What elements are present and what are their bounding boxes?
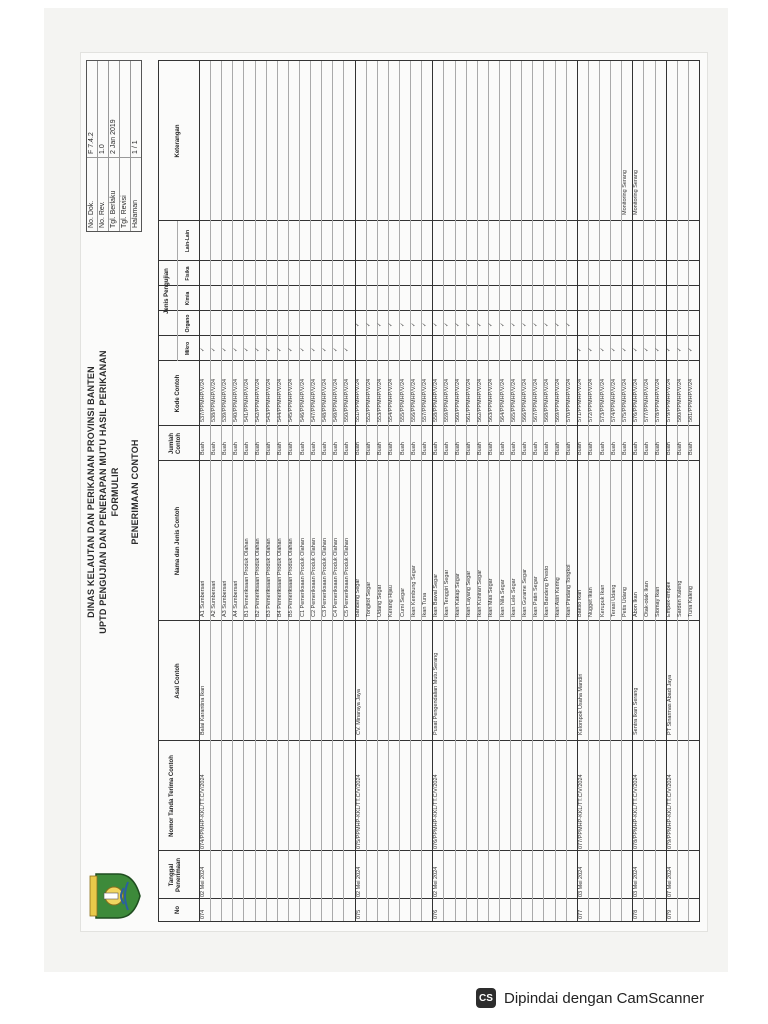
column-divider xyxy=(159,898,699,899)
sample-qty: Buah xyxy=(366,442,373,455)
test-check: ✓ xyxy=(688,347,695,352)
row-divider xyxy=(655,61,656,921)
subcolumn-header: Mikro xyxy=(185,341,191,356)
row-divider xyxy=(243,61,244,921)
test-check: ✓ xyxy=(221,347,228,352)
row-divider xyxy=(332,61,333,921)
row-divider xyxy=(299,61,300,921)
sample-qty: Buah xyxy=(555,442,562,455)
group-origin: Kelompok Usaha Mandiri xyxy=(577,673,584,735)
sample-qty: Buah xyxy=(566,442,573,455)
subcolumn-header: Kimia xyxy=(185,291,191,306)
row-divider xyxy=(388,61,389,921)
sample-name: C4 Pemeriksaan Produk Olahan xyxy=(332,538,339,617)
sample-code: 556/PPMHP/V/24 xyxy=(410,378,417,422)
group-origin: Pusat Pengendalian Mutu Serang xyxy=(433,652,440,735)
group-receipt: 076/PPMHP-KKL/TT.C/V/2024 xyxy=(433,774,440,849)
test-check: ✓ xyxy=(255,347,262,352)
doc-control-value: 2 Jan 2019 xyxy=(110,119,117,154)
sample-code: 570/PPMHP/V/24 xyxy=(566,378,573,422)
sample-name: Petis Udang xyxy=(621,587,628,617)
column-divider xyxy=(159,850,699,851)
group-no: 079 xyxy=(666,909,673,919)
sample-qty: Buah xyxy=(432,442,439,455)
test-check: ✓ xyxy=(310,347,317,352)
sample-name: B2 Pemeriksaan Produk Olahan xyxy=(255,538,262,617)
column-divider xyxy=(159,360,699,361)
column-divider xyxy=(159,740,699,741)
row-divider xyxy=(343,61,344,921)
doc-control-row xyxy=(98,61,109,231)
sample-qty: Buah xyxy=(388,442,395,455)
sample-name: Ikan Gurame Segar xyxy=(521,569,528,617)
sample-code: 568/PPMHP/V/24 xyxy=(543,378,550,422)
test-check: ✓ xyxy=(588,347,595,352)
doc-control-value: 1 / 1 xyxy=(132,140,139,154)
sample-code: 540/PPMHP/V/24 xyxy=(232,378,239,422)
sample-code: 553/PPMHP/V/24 xyxy=(377,378,384,422)
test-check: ✓ xyxy=(232,347,239,352)
sample-code: 569/PPMHP/V/24 xyxy=(555,378,562,422)
row-divider xyxy=(488,61,489,921)
sample-code: 551/PPMHP/V/24 xyxy=(355,378,362,422)
sample-name: C1 Pemeriksaan Produk Olahan xyxy=(299,538,306,617)
sample-name: Ikan Kembung Segar xyxy=(410,565,417,617)
sample-name: Tuna Kaleng xyxy=(688,586,695,617)
column-header: Nomor Tanda Terima Contoh xyxy=(169,755,175,837)
test-check: ✓ xyxy=(632,347,639,352)
test-check: ✓ xyxy=(377,322,384,327)
sample-qty: Buah xyxy=(277,442,284,455)
test-check: ✓ xyxy=(477,322,484,327)
form-title: PENERIMAAN CONTOH xyxy=(130,439,140,545)
row-divider xyxy=(532,61,533,921)
sample-code: 563/PPMHP/V/24 xyxy=(488,378,495,422)
sample-name: Udang Segar xyxy=(377,584,384,617)
group-receipt: 077/PPMHP-KKL/TT.C/V/2024 xyxy=(577,774,584,849)
sample-name: Terasi Udang xyxy=(610,584,617,617)
group-origin: Sentra Ikan Serang xyxy=(633,687,640,735)
sample-code: 565/PPMHP/V/24 xyxy=(510,378,517,422)
doc-control-key: Halaman xyxy=(131,157,141,231)
sample-code: 552/PPMHP/V/24 xyxy=(366,378,373,422)
column-divider xyxy=(159,260,699,261)
test-check: ✓ xyxy=(366,322,373,327)
doc-control-row xyxy=(120,61,131,231)
sample-code: 580/PPMHP/V/24 xyxy=(677,378,684,422)
sample-qty: Buah xyxy=(621,442,628,455)
doc-control-key: Tgl. Revisi xyxy=(120,157,130,231)
sample-name: Sarden Kaleng xyxy=(677,580,684,617)
sample-code: 545/PPMHP/V/24 xyxy=(288,378,295,422)
row-divider xyxy=(255,61,256,921)
column-header: Jumlah Contoh xyxy=(169,433,182,455)
sample-qty: Buah xyxy=(232,442,239,455)
sample-name: B5 Pemeriksaan Produk Olahan xyxy=(288,538,295,617)
test-check: ✓ xyxy=(610,347,617,352)
test-check: ✓ xyxy=(210,347,217,352)
row-divider xyxy=(566,61,567,921)
test-check: ✓ xyxy=(566,322,573,327)
sample-code: 564/PPMHP/V/24 xyxy=(499,378,506,422)
sample-code: 546/PPMHP/V/24 xyxy=(299,378,306,422)
row-divider xyxy=(443,61,444,921)
sample-code: 562/PPMHP/V/24 xyxy=(477,378,484,422)
column-divider xyxy=(159,335,699,336)
sample-code: 549/PPMHP/V/24 xyxy=(332,378,339,422)
sample-qty: Buah xyxy=(588,442,595,455)
sample-qty: Buah xyxy=(299,442,306,455)
sample-code: 550/PPMHP/V/24 xyxy=(343,378,350,422)
sample-name: Otak-otak Ikan xyxy=(643,581,650,617)
sample-name: Ikan Asin Kering xyxy=(555,577,562,617)
row-divider xyxy=(521,61,522,921)
test-check: ✓ xyxy=(199,347,206,352)
column-header: Asal Contoh xyxy=(175,663,181,699)
camscanner-watermark xyxy=(476,982,756,1014)
sample-name: A1 Sumbersari xyxy=(199,580,206,617)
sample-name: Abon Ikan xyxy=(632,592,639,617)
sample-qty: Buah xyxy=(410,442,417,455)
group-no: 074 xyxy=(200,909,206,919)
test-check: ✓ xyxy=(543,322,550,327)
row-note: Monitoring Serang xyxy=(621,170,628,215)
sample-qty: Buah xyxy=(266,442,273,455)
sample-code: 544/PPMHP/V/24 xyxy=(277,378,284,422)
test-check: ✓ xyxy=(388,322,395,327)
test-check: ✓ xyxy=(466,322,473,327)
sample-name: B4 Pemeriksaan Produk Olahan xyxy=(277,538,284,617)
group-date: 07 Mei 2024 xyxy=(666,866,673,897)
sample-qty: Buah xyxy=(577,442,584,455)
group-receipt: 074/PPMHP-KKL/TT.C/V/2024 xyxy=(200,774,206,849)
sample-code: 571/PPMHP/V/24 xyxy=(577,378,584,422)
sample-name: C3 Pemeriksaan Produk Olahan xyxy=(321,538,328,617)
doc-control-value: F 7.4.2 xyxy=(88,132,95,154)
column-header: Tanggal Penerimaan xyxy=(169,857,182,893)
test-check: ✓ xyxy=(643,347,650,352)
row-divider xyxy=(588,61,589,921)
sample-qty: Buah xyxy=(466,442,473,455)
sample-name: Ikan Layang Segar xyxy=(466,570,473,617)
doc-control-value: 1.0 xyxy=(99,144,106,154)
sample-name: B3 Pemeriksaan Produk Olahan xyxy=(266,538,273,617)
sample-code: 579/PPMHP/V/24 xyxy=(666,378,673,422)
sample-code: 538/PPMHP/V/24 xyxy=(210,378,217,422)
sample-name: A2 Sumbersari xyxy=(210,580,217,617)
sample-qty: Buah xyxy=(455,442,462,455)
sample-name: C5 Pemeriksaan Produk Olahan xyxy=(343,538,350,617)
test-check: ✓ xyxy=(299,347,306,352)
test-check: ✓ xyxy=(399,322,406,327)
doc-control-key: Tgl. Berlaku xyxy=(109,157,119,231)
sample-name: B1 Pemeriksaan Produk Olahan xyxy=(243,538,250,617)
sample-code: 537/PPMHP/V/24 xyxy=(199,378,206,422)
group-origin: PT Sinarmas Abadi Jaya xyxy=(666,674,673,735)
sample-name: Bandeng Segar xyxy=(355,578,362,617)
row-divider xyxy=(232,61,233,921)
sample-code: 574/PPMHP/V/24 xyxy=(610,378,617,422)
row-divider xyxy=(610,61,611,921)
test-check: ✓ xyxy=(277,347,284,352)
sample-code: 578/PPMHP/V/24 xyxy=(655,378,662,422)
test-check: ✓ xyxy=(455,322,462,327)
test-check: ✓ xyxy=(410,322,417,327)
sample-qty: Buah xyxy=(399,442,406,455)
sample-qty: Buah xyxy=(221,442,228,455)
row-divider xyxy=(221,61,222,921)
sample-qty: Buah xyxy=(443,442,450,455)
sample-name: Ikan Tenggiri Segar xyxy=(443,569,450,617)
agency-title: DINAS KELAUTAN DAN PERIKANAN PROVINSI BANTEN xyxy=(86,366,96,618)
group-date: 02 Mei 2024 xyxy=(200,866,206,897)
test-check: ✓ xyxy=(555,322,562,327)
sample-qty: Buah xyxy=(488,442,495,455)
banten-emblem-icon xyxy=(88,868,142,924)
doc-control-key: No. Rev. xyxy=(98,157,108,231)
sample-receipt-table xyxy=(158,60,700,922)
sample-name: Nugget Ikan xyxy=(588,587,595,617)
sample-code: 581/PPMHP/V/24 xyxy=(688,378,695,422)
sample-qty: Buah xyxy=(666,442,673,455)
group-no: 076 xyxy=(433,909,440,919)
group-date: 03 Mei 2024 xyxy=(577,866,584,897)
column-header: Kode Contoh xyxy=(175,374,181,413)
row-divider xyxy=(677,61,678,921)
sample-name: Ikan Kuniran Segar xyxy=(477,569,484,617)
test-check: ✓ xyxy=(266,347,273,352)
sample-code: 575/PPMHP/V/24 xyxy=(621,378,628,422)
sample-qty: Buah xyxy=(532,442,539,455)
row-divider xyxy=(643,61,644,921)
sample-code: 558/PPMHP/V/24 xyxy=(432,378,439,422)
group-date: 03 Mei 2024 xyxy=(633,866,640,897)
sample-qty: Buah xyxy=(243,442,250,455)
sample-name: Ikan Mas Segar xyxy=(488,578,495,617)
test-check: ✓ xyxy=(577,347,584,352)
scanned-page xyxy=(44,8,728,972)
sample-qty: Buah xyxy=(643,442,650,455)
group-date: 02 Mei 2024 xyxy=(433,866,440,897)
test-check: ✓ xyxy=(432,322,439,327)
sample-name: Siomay Ikan xyxy=(655,586,662,617)
sample-code: 555/PPMHP/V/24 xyxy=(399,378,406,422)
sample-code: 542/PPMHP/V/24 xyxy=(255,378,262,422)
sample-code: 577/PPMHP/V/24 xyxy=(643,378,650,422)
sample-qty: Buah xyxy=(288,442,295,455)
form-label: FORMULIR xyxy=(110,467,120,517)
test-check: ✓ xyxy=(355,322,362,327)
sample-name: Cumi Segar xyxy=(399,587,406,617)
camscanner-text: Dipindai dengan CamScanner xyxy=(504,989,705,1007)
sample-qty: Buah xyxy=(688,442,695,455)
test-check: ✓ xyxy=(510,322,517,327)
test-check: ✓ xyxy=(655,347,662,352)
subcolumn-header: Fisika xyxy=(185,266,191,281)
group-receipt: 075/PPMHP-KKL/TT.C/V/2024 xyxy=(355,774,362,849)
column-divider xyxy=(159,220,699,221)
group-no: 075 xyxy=(355,909,362,919)
row-divider xyxy=(310,61,311,921)
sample-code: 567/PPMHP/V/24 xyxy=(532,378,539,422)
column-divider xyxy=(159,620,699,621)
group-no: 077 xyxy=(577,909,584,919)
row-divider xyxy=(555,61,556,921)
row-divider xyxy=(210,61,211,921)
row-divider xyxy=(266,61,267,921)
sample-qty: Buah xyxy=(599,442,606,455)
sample-qty: Buah xyxy=(255,442,262,455)
test-check: ✓ xyxy=(321,347,328,352)
row-note: Monitoring Serang xyxy=(632,170,639,215)
sample-name: Ikan Bawal Segar xyxy=(432,573,439,617)
group-origin: Balai Karantina Ikan xyxy=(200,685,206,735)
row-divider xyxy=(455,61,456,921)
test-check: ✓ xyxy=(521,322,528,327)
camscanner-logo-icon: CS xyxy=(476,988,496,1008)
sample-code: 560/PPMHP/V/24 xyxy=(455,378,462,422)
test-check: ✓ xyxy=(243,347,250,352)
sample-code: 539/PPMHP/V/24 xyxy=(221,378,228,422)
sample-name: Ikan Pindang Tongkol xyxy=(566,564,573,617)
sample-qty: Buah xyxy=(477,442,484,455)
test-check: ✓ xyxy=(488,322,495,327)
sample-code: 576/PPMHP/V/24 xyxy=(632,378,639,422)
row-divider xyxy=(477,61,478,921)
sample-qty: Buah xyxy=(655,442,662,455)
sample-name: Ikan Tuna xyxy=(421,592,428,617)
sample-code: 547/PPMHP/V/24 xyxy=(310,378,317,422)
sample-name: Tongkol Segar xyxy=(366,581,373,617)
sample-name: Ikan Nila Segar xyxy=(499,579,506,617)
test-check: ✓ xyxy=(443,322,450,327)
test-check: ✓ xyxy=(621,347,628,352)
sample-qty: Buah xyxy=(343,442,350,455)
doc-control-value xyxy=(120,61,130,157)
row-divider xyxy=(688,61,689,921)
column-divider xyxy=(159,460,699,461)
row-divider xyxy=(366,61,367,921)
sample-qty: Buah xyxy=(510,442,517,455)
sample-code: 557/PPMHP/V/24 xyxy=(421,378,428,422)
group-receipt: 078/PPMHP-KKL/TT.C/V/2024 xyxy=(633,774,640,849)
sample-qty: Buah xyxy=(677,442,684,455)
sample-name: Kerupuk Ikan xyxy=(599,584,606,617)
column-divider xyxy=(159,310,699,311)
row-divider xyxy=(510,61,511,921)
row-divider xyxy=(321,61,322,921)
row-divider xyxy=(499,61,500,921)
row-divider xyxy=(410,61,411,921)
row-divider xyxy=(399,61,400,921)
sample-name: Ikan Bandeng Presto xyxy=(543,565,550,617)
sample-code: 541/PPMHP/V/24 xyxy=(243,378,250,422)
sample-code: 561/PPMHP/V/24 xyxy=(466,378,473,422)
sample-qty: Buah xyxy=(210,442,217,455)
sample-code: 543/PPMHP/V/24 xyxy=(266,378,273,422)
column-header: Nama dan Jenis Contoh xyxy=(175,506,181,576)
sample-qty: Buah xyxy=(377,442,384,455)
test-check: ✓ xyxy=(666,347,673,352)
sample-name: Ikan Kakap Segar xyxy=(455,573,462,617)
sample-qty: Buah xyxy=(610,442,617,455)
test-check: ✓ xyxy=(599,347,606,352)
sample-name: A3 Sumbersari xyxy=(221,580,228,617)
unit-title: UPTD PENGUJIAN DAN PENERAPAN MUTU HASIL PERIKANAN xyxy=(98,350,108,634)
sample-name: A4 Sumbersari xyxy=(232,580,239,617)
test-check: ✓ xyxy=(677,347,684,352)
test-check: ✓ xyxy=(332,347,339,352)
subheader-divider xyxy=(177,221,178,361)
subcolumn-header: Organo xyxy=(185,314,191,333)
doc-control-row xyxy=(109,61,120,231)
sample-qty: Buah xyxy=(543,442,550,455)
row-divider xyxy=(421,61,422,921)
row-divider xyxy=(288,61,289,921)
sample-code: 559/PPMHP/V/24 xyxy=(443,378,450,422)
sample-qty: Buah xyxy=(421,442,428,455)
sample-qty: Buah xyxy=(632,442,639,455)
row-divider xyxy=(277,61,278,921)
sample-code: 572/PPMHP/V/24 xyxy=(588,378,595,422)
subcolumn-header: Lain-Lain xyxy=(185,229,191,253)
group-receipt: 079/PPMHP-KKL/TT.C/V/2024 xyxy=(666,774,673,849)
doc-control-key: No. Dok. xyxy=(87,157,97,231)
sample-qty: Buah xyxy=(499,442,506,455)
column-header: No xyxy=(175,906,181,914)
column-header: Keterangan xyxy=(175,124,181,158)
test-check: ✓ xyxy=(343,347,350,352)
sample-name: Kerang Hijau xyxy=(388,585,395,617)
rotated-form xyxy=(80,52,708,932)
sample-code: 573/PPMHP/V/24 xyxy=(599,378,606,422)
row-divider xyxy=(466,61,467,921)
sample-qty: Buah xyxy=(310,442,317,455)
sample-name: C2 Pemeriksaan Produk Olahan xyxy=(310,538,317,617)
test-check: ✓ xyxy=(499,322,506,327)
sample-name: Ikan Lele Segar xyxy=(510,578,517,617)
sample-code: 554/PPMHP/V/24 xyxy=(388,378,395,422)
sample-qty: Buah xyxy=(521,442,528,455)
sample-qty: Buah xyxy=(199,442,206,455)
sample-name: Empek-empek xyxy=(666,581,673,617)
row-divider xyxy=(599,61,600,921)
column-divider xyxy=(159,425,699,426)
row-divider xyxy=(543,61,544,921)
document-control-box xyxy=(86,60,142,232)
column-divider xyxy=(159,285,699,286)
group-origin: CV. Minaraya Jaya xyxy=(355,689,362,735)
document-sheet xyxy=(80,52,708,932)
test-check: ✓ xyxy=(288,347,295,352)
test-check: ✓ xyxy=(532,322,539,327)
row-divider xyxy=(377,61,378,921)
sample-qty: Buah xyxy=(355,442,362,455)
sample-code: 566/PPMHP/V/24 xyxy=(521,378,528,422)
sample-qty: Buah xyxy=(332,442,339,455)
group-date: 02 Mei 2024 xyxy=(355,866,362,897)
sample-name: Bakso Ikan xyxy=(577,589,584,617)
column-header: Jenis Pengujian xyxy=(164,268,170,314)
doc-control-row xyxy=(131,61,141,231)
test-check: ✓ xyxy=(421,322,428,327)
doc-control-row xyxy=(87,61,98,231)
sample-qty: Buah xyxy=(321,442,328,455)
sample-code: 548/PPMHP/V/24 xyxy=(321,378,328,422)
sample-name: Ikan Patin Segar xyxy=(532,576,539,617)
group-no: 078 xyxy=(633,909,640,919)
